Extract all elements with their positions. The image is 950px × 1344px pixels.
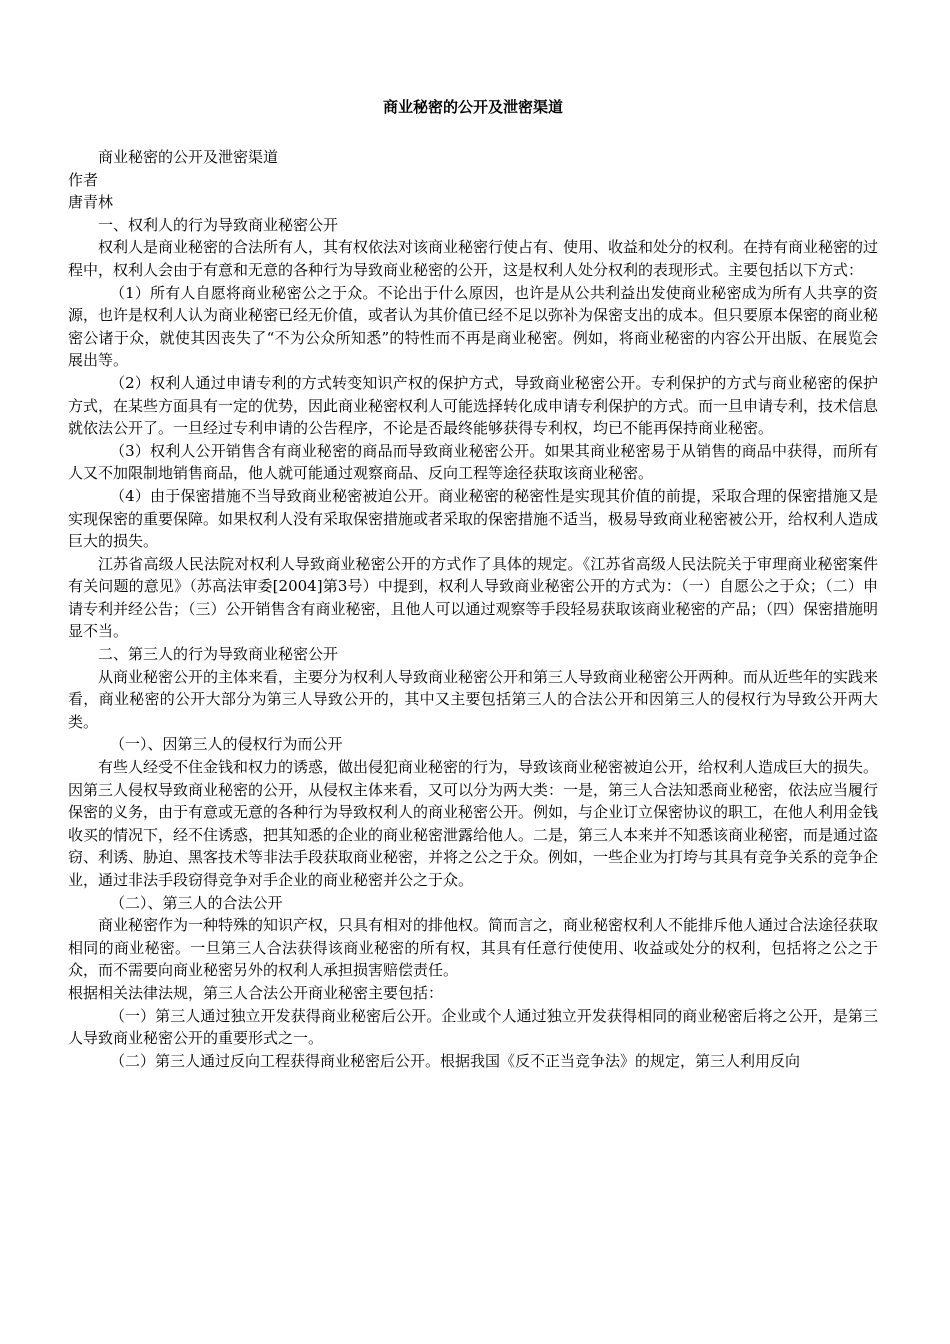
paragraph: 一、权利人的行为导致商业秘密公开 — [98, 215, 339, 234]
paragraph: （一）第三人通过独立开发获得商业秘密后公开。企业或个人通过独立开发获得相同的商业秘密后将之公开，是第三人导致商业秘密公开的重要形式之一。 — [68, 1006, 878, 1048]
paragraph: （一）、因第三人的侵权行为而公开 — [110, 735, 343, 754]
paragraph: （二）、第三人的合法公开 — [110, 893, 283, 912]
paragraph: 从商业秘密公开的主体来看，主要分为权利人导致商业秘密公开和第三人导致商业秘密公开两种。而从近些年的实践来看，商业秘密的公开大部分为第三人导致公开的，其中又主要包括第三人的合法公开和因第三人的侵权行为导致公开两大类。 — [68, 667, 879, 731]
document-body — [68, 146, 878, 1072]
document-title: 商业秘密的公开及泄密渠道 — [382, 98, 563, 116]
paragraph: （4）由于保密措施不当导致商业秘密被迫公开。商业秘密的秘密性是实现其价值的前提，采取合理的保密措施又是实现保密的重要保障。如果权利人没有采取保密措施或者采取的保密措施不适当，极易导致商业秘密被公开，给权利人造成巨大的损失。 — [68, 486, 879, 551]
paragraph: （3）权利人公开销售含有商业秘密的商品而导致商业秘密公开。如果其商业秘密易于从销售的商品中获得，而所有人又不加限制地销售商品，他人就可能通过观察商品、反向工程等途径获取该商业秘密。 — [68, 441, 878, 483]
paragraph: （2）权利人通过申请专利的方式转变知识产权的保护方式，导致商业秘密公开。专利保护的方式与商业秘密的保护方式，在某些方面具有一定的优势，因此商业秘密权利人可能选择转化成申请专利保护的方式。而一旦申请专利，技术信息就依法公开了。一旦经过专利申请的公告程序，不论是否最终能够获得专利权，均已不能再保持商业秘密。 — [68, 373, 879, 438]
paragraph: 江苏省高级人民法院对权利人导致商业秘密公开的方式作了具体的规定。《江苏省高级人民法院关于审理商业秘密案件有关问题的意见》（苏高法审委[2004]第3号）中提到，权利人导致商业秘密公开的方式为：（一）自愿公之于众；（二）申请专利并经公告；（三）公开销售含有商业秘密，且他人可以通过观察等手段轻易获取该商业秘密的产品；（四）保密措施明显不当。 — [68, 554, 879, 641]
paragraph: 商业秘密作为一种特殊的知识产权，只具有相对的排他权。简而言之，商业秘密权利人不能排斥他人通过合法途径获取相同的商业秘密。一旦第三人合法获得该商业秘密的所有权，其具有任意行使使用、收益或处分的权利，包括将之公之于众，而不需要向商业秘密另外的权利人承担损害赔偿责任。 — [68, 916, 879, 980]
paragraph: 商业秘密的公开及泄密渠道 — [98, 148, 279, 166]
paragraph: （1）所有人自愿将商业秘密公之于众。不论出于什么原因，也许是从公共利益出发使商业秘密成为所有人共享的资源，也许是权利人认为商业秘密已经无价值，或者认为其价值已经不足以弥补为保密支出的成本。但只要原本保密的商业秘密公诸于众，就使其因丧失了“不为公众所知悉”的特性而不再是商业秘密。例如，将商业秘密的内容公开出版、在展览会展出等。 — [68, 283, 879, 370]
paragraph: 二、第三人的行为导致商业秘密公开 — [98, 645, 339, 664]
paragraph: 有些人经受不住金钱和权力的诱惑，做出侵犯商业秘密的行为，导致该商业秘密被迫公开，给权利人造成巨大的损失。因第三人侵权导致商业秘密的公开，从侵权主体来看，又可以分为两大类：一是，第三人合法知悉商业秘密，依法应当履行保密的义务，由于有意或无意的各种行为导致权利人的商业秘密公开。例如，与企业订立保密协议的职工，在他人利用金钱收买的情况下，经不住诱惑，把其知悉的企业的商业秘密泄露给他人。二是，第三人本来并不知悉该商业秘密，而是通过盗窃、利诱、胁迫、黑客技术等非法手段获取商业秘密，并将之公之于众。例如，一些企业为打垮与其具有竞争关系的竞争企业，通过非法手段窃得竞争对手企业的商业秘密并公之于众。 — [68, 758, 879, 889]
paragraph: （二）第三人通过反向工程获得商业秘密后公开。根据我国《反不正当竞争法》的规定，第三人利用反向 — [110, 1051, 801, 1070]
paragraph: 唐青林 — [68, 193, 114, 212]
paragraph: 作者 — [68, 170, 99, 189]
paragraph: 根据相关法律法规，第三人合法公开商业秘密主要包括： — [68, 983, 444, 1002]
paragraph: 权利人是商业秘密的合法所有人，其有权依法对该商业秘密行使占有、使用、收益和处分的权利。在持有商业秘密的过程中，权利人会由于有意和无意的各种行为导致商业秘密的公开，这是权利人处分权利的表现形式。主要包括以下方式： — [68, 238, 879, 279]
